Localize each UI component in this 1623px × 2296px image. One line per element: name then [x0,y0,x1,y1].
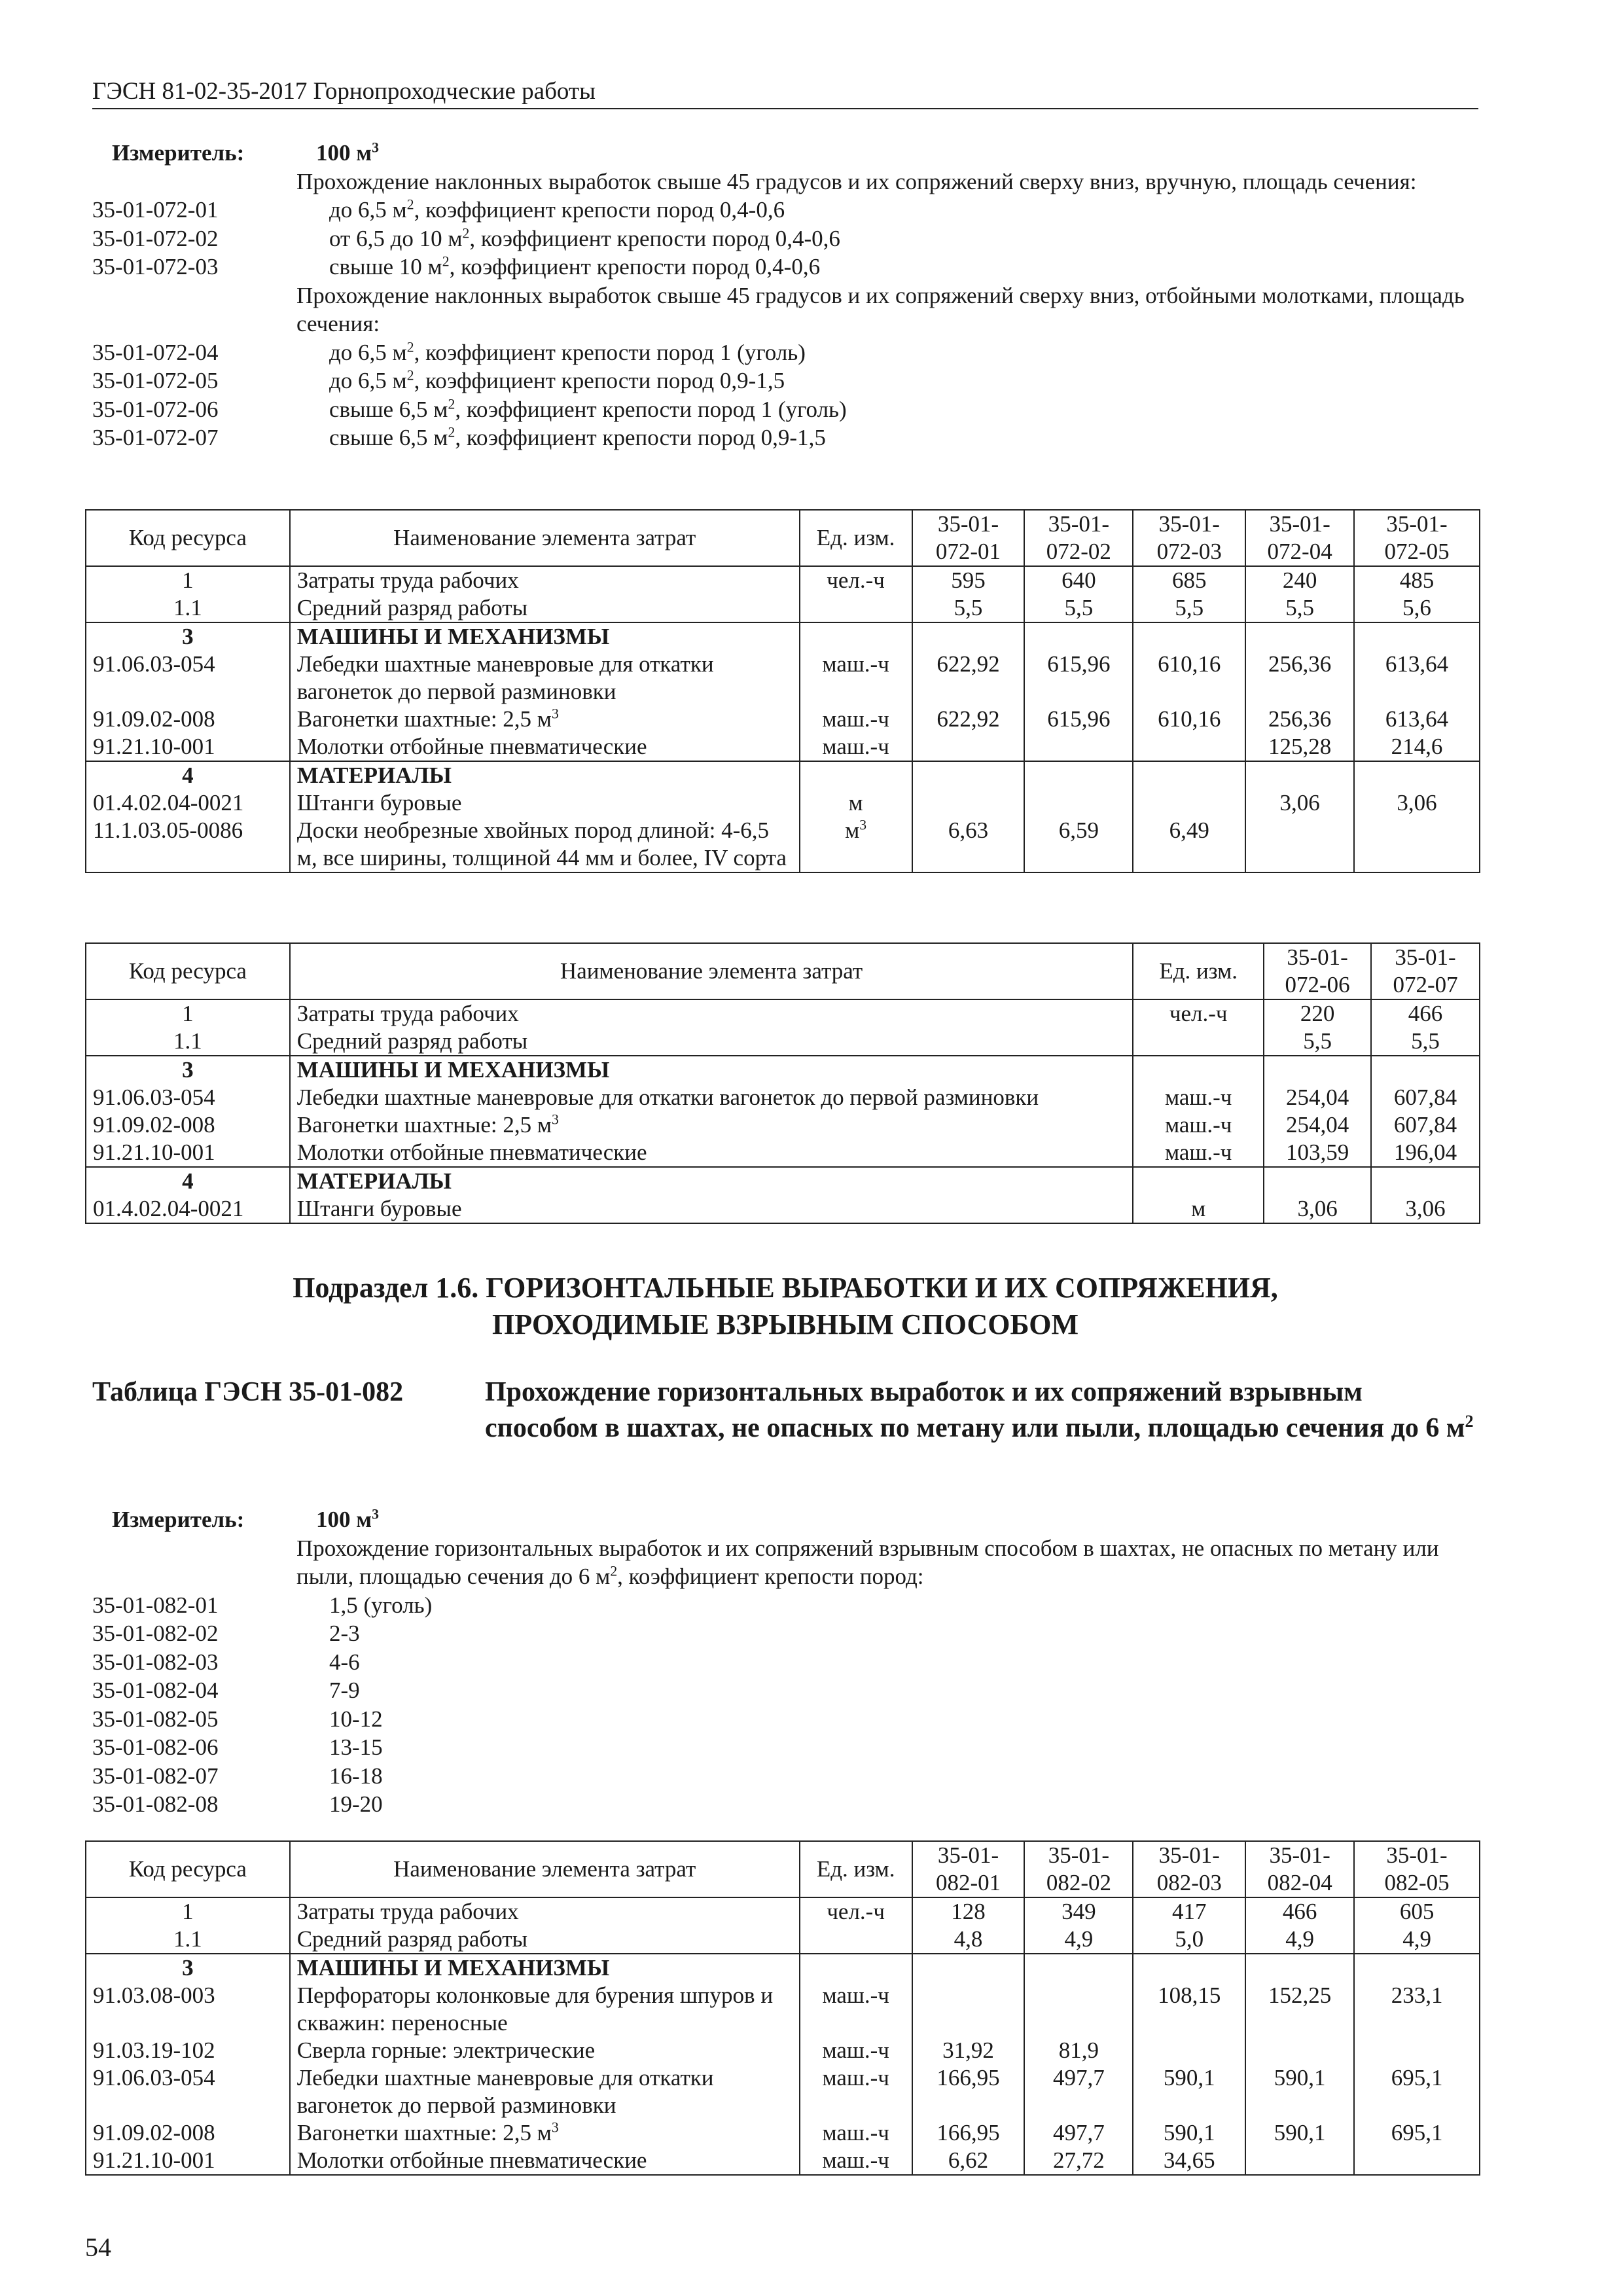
item-text: 19-20 [329,1791,383,1817]
table-cell: МАТЕРИАЛЫ [290,761,800,789]
item-text: 16-18 [329,1763,383,1789]
table-cell: Доски необрезные хвойных пород длиной: 4-6,5 м, все ширины, толщиной 44 мм и более, IV сорта [290,817,800,872]
table-row [86,999,1480,1028]
table-cell: 220 [1264,999,1371,1028]
table-cell: 615,96 [1024,706,1133,733]
col-header-name: Наименование элемента затрат [290,510,800,566]
col-header-name: Наименование элемента затрат [290,1841,800,1897]
table-cell: 417 [1133,1897,1245,1926]
table-cell [1133,761,1245,789]
table-cell: Лебедки шахтные маневровые для откатки вагонеток до первой разминовки [290,2064,800,2119]
table-row [86,706,1480,733]
table-cell: Вагонетки шахтные: 2,5 $м^3$ [290,706,800,733]
table-cell: Средний разряд работы [290,1926,800,1954]
table-cell: 3,06 [1264,1195,1371,1223]
table-cell [912,761,1025,789]
table-cell [800,1954,912,1982]
table-cell: Штанги буровые [290,789,800,817]
table-cell: 605 [1354,1897,1480,1926]
table-cell: 91.09.02-008 [86,706,290,733]
table-cell: 11.1.03.05-0086 [86,817,290,872]
col-header-norm: 35-01- 072-03 [1133,510,1245,566]
table-cell: 91.09.02-008 [86,2119,290,2147]
item-code: 35-01-082-07 [92,1763,219,1789]
item-code: 35-01-072-02 [92,225,219,251]
table-cell: Средний разряд работы [290,594,800,622]
table-cell: 610,16 [1133,706,1245,733]
table-cell: чел.-ч [800,566,912,594]
table-cell: Вагонетки шахтные: 2,5 $м^3$ [290,2119,800,2147]
item-code: 35-01-072-01 [92,197,219,223]
table-cell [1354,2037,1480,2064]
table-cell: 6,63 [912,817,1025,872]
table-cell: чел.-ч [800,1897,912,1926]
table-row [86,594,1480,622]
item-code: 35-01-072-07 [92,425,219,450]
item-text: свыше 6,5 $м^2$, коэффициент крепости пород 0,9-1,5 [329,424,826,450]
table-cell: 254,04 [1264,1084,1371,1111]
table-cell: 34,65 [1133,2147,1245,2175]
table-cell: 613,64 [1354,706,1480,733]
col-header-norm: 35-01- 072-01 [912,510,1025,566]
table-cell: Затраты труда рабочих [290,1897,800,1926]
col-header-norm: 35-01- 072-05 [1354,510,1480,566]
table-cell: 91.21.10-001 [86,1139,290,1167]
col-header-code: Код ресурса [86,943,290,999]
table-cell [1133,1167,1264,1195]
running-header: ГЭСН 81-02-35-2017 Горнопроходческие работы [92,77,1478,109]
col-header-norm: 35-01- 082-01 [912,1841,1025,1897]
item-text: до 6,5 $м^2$, коэффициент крепости пород 0,4-0,6 [329,196,785,223]
table-cell [800,1926,912,1954]
table-cell: Молотки отбойные пневматические [290,733,800,761]
table-cell [1133,622,1245,651]
table-cell: 6,62 [912,2147,1025,2175]
table-cell [1371,1056,1480,1084]
table-cell: м [1133,1195,1264,1223]
table-row [86,1139,1480,1167]
table-cell [1133,733,1245,761]
col-header-norm: 35-01- 082-04 [1245,1841,1354,1897]
table-cell: 622,92 [912,706,1025,733]
table-row [86,789,1480,817]
table-cell [912,1954,1025,1982]
table-cell: Молотки отбойные пневматические [290,2147,800,2175]
table-cell: 1 [86,999,290,1028]
table-cell: 103,59 [1264,1139,1371,1167]
table-cell [912,622,1025,651]
table-row [86,1897,1480,1926]
table-cell [1245,1954,1354,1982]
table-section-row [86,1056,1480,1084]
table-cell: 5,5 [1371,1028,1480,1056]
table-cell [1354,2147,1480,2175]
table-cell: 685 [1133,566,1245,594]
item-code: 35-01-082-04 [92,1677,219,1703]
item-text: 4-6 [329,1649,360,1675]
table-cell [1133,2037,1245,2064]
table-cell [1024,1954,1133,1982]
item-text: 7-9 [329,1677,360,1703]
table-cell [1354,761,1480,789]
measure-label: Измеритель: [112,1507,245,1532]
table-cell: Лебедки шахтные маневровые для откатки вагонеток до первой разминовки [290,651,800,706]
table-cell: 3,06 [1245,789,1354,817]
table-cell [1133,789,1245,817]
item-text: свыше 10 $м^2$, коэффициент крепости пород 0,4-0,6 [329,253,821,279]
table-cell: 1 [86,1897,290,1926]
table-cell: 5,5 [1024,594,1133,622]
table-cell: 125,28 [1245,733,1354,761]
table-cell: Сверла горные: электрические [290,2037,800,2064]
measure-block-072 [92,139,1478,452]
table-cell: 91.06.03-054 [86,2064,290,2119]
table-section-row [86,1954,1480,1982]
table-row [86,733,1480,761]
table-cell [1354,817,1480,872]
table-cell: 91.21.10-001 [86,2147,290,2175]
table-cell: 5,5 [1264,1028,1371,1056]
item-text: 10-12 [329,1706,383,1732]
intro-text: Прохождение наклонных выработок свыше 45 градусов и их сопряжений сверху вниз, вручную, площадь сечения: [296,168,1417,194]
table-cell [1245,2037,1354,2064]
table-cell: 610,16 [1133,651,1245,706]
table-cell: 590,1 [1133,2119,1245,2147]
table-cell: МАТЕРИАЛЫ [290,1167,1133,1195]
item-code: 35-01-072-06 [92,396,219,422]
table-cell: 1 [86,566,290,594]
resource-table-082-01-05 [85,1840,1480,2176]
table-cell [1024,761,1133,789]
table-cell: маш.-ч [1133,1139,1264,1167]
table-cell [912,1982,1025,2037]
table-cell: 31,92 [912,2037,1025,2064]
col-header-unit: Ед. изм. [1133,943,1264,999]
table-cell: 27,72 [1024,2147,1133,2175]
item-code: 35-01-072-05 [92,368,219,393]
table-cell: маш.-ч [800,2037,912,2064]
table-cell: 622,92 [912,651,1025,706]
table-cell: Средний разряд работы [290,1028,1133,1056]
table-cell: 196,04 [1371,1139,1480,1167]
measure-value: 100 $м^3$ [316,139,379,166]
table-section-row [86,761,1480,789]
section-heading: Подраздел 1.6. ГОРИЗОНТАЛЬНЫЕ ВЫРАБОТКИ И ИХ СОПРЯЖЕНИЯ, ПРОХОДИМЫЕ ВЗРЫВНЫМ СПОСОБОМ [293,1272,1278,1340]
table-cell: 6,59 [1024,817,1133,872]
table-cell: 91.06.03-054 [86,651,290,706]
table-cell: Вагонетки шахтные: 2,5 $м^3$ [290,1111,1133,1139]
table-cell [1245,761,1354,789]
table-section-row [86,622,1480,651]
intro-text: Прохождение горизонтальных выработок и их сопряжений взрывным способом в шахтах, не опасных по метану или пыли, площадью сечения до 6 $м^2$, коэффициент крепости пород: [296,1535,1439,1589]
table-cell: 233,1 [1354,1982,1480,2037]
resource-table-072-06-07 [85,942,1480,1224]
table-cell: 640 [1024,566,1133,594]
table-cell [1024,622,1133,651]
page-number: 54 [85,2233,111,2262]
table-cell: 607,84 [1371,1084,1480,1111]
table-cell: 4 [86,761,290,789]
col-header-code: Код ресурса [86,1841,290,1897]
table-cell: 1.1 [86,1028,290,1056]
table-cell: 3 [86,622,290,651]
table-row [86,1195,1480,1223]
table-cell: 3 [86,1954,290,1982]
table-cell: 91.21.10-001 [86,733,290,761]
table-cell: 4,9 [1024,1926,1133,1954]
table-cell: $м^3$ [800,817,912,872]
item-text: до 6,5 $м^2$, коэффициент крепости пород 0,9-1,5 [329,367,785,393]
table-cell [1133,1954,1245,1982]
col-header-norm: 35-01- 082-03 [1133,1841,1245,1897]
table-cell: 595 [912,566,1025,594]
table-cell: МАШИНЫ И МЕХАНИЗМЫ [290,1056,1133,1084]
table-cell: маш.-ч [800,706,912,733]
table-cell: 81,9 [1024,2037,1133,2064]
table-cell: чел.-ч [1133,999,1264,1028]
table-cell: 91.03.19-102 [86,2037,290,2064]
table-cell: 128 [912,1897,1025,1926]
table-row [86,2147,1480,2175]
table-cell: Лебедки шахтные маневровые для откатки вагонеток до первой разминовки [290,1084,1133,1111]
table-cell: Штанги буровые [290,1195,1133,1223]
table-cell: 6,49 [1133,817,1245,872]
table-cell: 108,15 [1133,1982,1245,2037]
table-cell: 4,9 [1354,1926,1480,1954]
table-cell: 4,8 [912,1926,1025,1954]
table-cell [1024,789,1133,817]
table-cell: маш.-ч [800,2147,912,2175]
intro-text: Прохождение наклонных выработок свыше 45 градусов и их сопряжений сверху вниз, отбойными молотками, площадь сечения: [296,282,1465,336]
item-text: до 6,5 $м^2$, коэффициент крепости пород 1 (уголь) [329,338,806,365]
table-cell [1245,622,1354,651]
table-cell: Затраты труда рабочих [290,999,1133,1028]
item-code: 35-01-072-04 [92,339,219,365]
table-cell [800,761,912,789]
table-cell [1245,2147,1354,2175]
table-cell [912,789,1025,817]
item-text: 1,5 (уголь) [329,1592,433,1618]
table-cell: МАШИНЫ И МЕХАНИЗМЫ [290,1954,800,1982]
item-text: 13-15 [329,1734,383,1760]
item-code: 35-01-082-08 [92,1791,219,1817]
table-cell: 5,5 [912,594,1025,622]
item-code: 35-01-082-03 [92,1649,219,1675]
table-cell: 5,5 [1133,594,1245,622]
table-cell: 497,7 [1024,2119,1133,2147]
col-header-norm: 35-01- 072-07 [1371,943,1480,999]
table-cell [1133,1028,1264,1056]
table-cell: 254,04 [1264,1111,1371,1139]
table-cell [1371,1167,1480,1195]
table-cell: маш.-ч [800,1982,912,2037]
table-cell: 240 [1245,566,1354,594]
table-cell: 695,1 [1354,2119,1480,2147]
col-header-norm: 35-01- 072-06 [1264,943,1371,999]
resource-table-072-01-05 [85,509,1480,873]
col-header-norm: 35-01- 082-05 [1354,1841,1480,1897]
table-cell: 166,95 [912,2119,1025,2147]
table-cell: 590,1 [1245,2119,1354,2147]
table-row [86,2119,1480,2147]
item-text: от 6,5 до 10 $м^2$, коэффициент крепости пород 0,4-0,6 [329,224,840,251]
table-cell: 695,1 [1354,2064,1480,2119]
table-cell [1354,1954,1480,1982]
table-cell [912,733,1025,761]
table-title: Таблица ГЭСН 35-01-082 Прохождение горизонтальных выработок и их сопряжений взрывным способом в шахтах, не опасных по метану или пыли, площадью сечения до 6 $м^2$ [92,1377,1474,1443]
table-cell: МАШИНЫ И МЕХАНИЗМЫ [290,622,800,651]
table-cell: 256,36 [1245,706,1354,733]
table-cell: 01.4.02.04-0021 [86,1195,290,1223]
table-row [86,1926,1480,1954]
table-row [86,1111,1480,1139]
item-code: 35-01-072-03 [92,254,219,279]
table-cell [1264,1056,1371,1084]
item-code: 35-01-082-06 [92,1734,219,1760]
item-code: 35-01-082-01 [92,1592,219,1618]
table-cell [1264,1167,1371,1195]
table-row [86,1982,1480,2037]
table-cell: 607,84 [1371,1111,1480,1139]
table-cell: 1.1 [86,1926,290,1954]
table-cell: 01.4.02.04-0021 [86,789,290,817]
table-section-row [86,1167,1480,1195]
col-header-name: Наименование элемента затрат [290,943,1133,999]
table-cell [1245,817,1354,872]
col-header-unit: Ед. изм. [800,510,912,566]
table-row [86,1028,1480,1056]
table-cell: 4 [86,1167,290,1195]
table-row [86,566,1480,594]
table-cell: 256,36 [1245,651,1354,706]
table-cell [1354,622,1480,651]
measure-label: Измеритель: [112,140,245,166]
table-cell: 466 [1245,1897,1354,1926]
table-cell: 152,25 [1245,1982,1354,2037]
table-cell: 5,6 [1354,594,1480,622]
table-cell: 214,6 [1354,733,1480,761]
table-cell: 615,96 [1024,651,1133,706]
table-cell: 91.09.02-008 [86,1111,290,1139]
table-cell: 3,06 [1354,789,1480,817]
measure-block-082 [92,1505,1478,1819]
table-cell: 590,1 [1245,2064,1354,2119]
table-cell: 485 [1354,566,1480,594]
col-header-code: Код ресурса [86,510,290,566]
table-cell: 497,7 [1024,2064,1133,2119]
table-cell: Перфораторы колонковые для бурения шпуров и скважин: переносные [290,1982,800,2037]
table-cell: 166,95 [912,2064,1025,2119]
item-text: свыше 6,5 $м^2$, коэффициент крепости пород 1 (уголь) [329,395,847,422]
table-cell: маш.-ч [800,2119,912,2147]
table-row [86,817,1480,872]
table-cell: 91.06.03-054 [86,1084,290,1111]
table-cell: маш.-ч [1133,1084,1264,1111]
table-cell [1024,1982,1133,2037]
table-cell: Затраты труда рабочих [290,566,800,594]
table-cell: 466 [1371,999,1480,1028]
table-row [86,651,1480,706]
table-cell: м [800,789,912,817]
table-cell: маш.-ч [800,651,912,706]
measure-value: 100 $м^3$ [316,1506,379,1532]
table-cell: 4,9 [1245,1926,1354,1954]
table-cell: 5,0 [1133,1926,1245,1954]
table-cell: 3,06 [1371,1195,1480,1223]
col-header-unit: Ед. изм. [800,1841,912,1897]
col-header-norm: 35-01- 072-02 [1024,510,1133,566]
item-code: 35-01-082-02 [92,1621,219,1646]
table-cell: 1.1 [86,594,290,622]
table-cell: маш.-ч [800,2064,912,2119]
table-cell: Молотки отбойные пневматические [290,1139,1133,1167]
table-cell: 613,64 [1354,651,1480,706]
table-row [86,1084,1480,1111]
table-cell: 3 [86,1056,290,1084]
table-cell: 590,1 [1133,2064,1245,2119]
item-code: 35-01-082-05 [92,1706,219,1732]
table-cell: маш.-ч [800,733,912,761]
table-cell: 349 [1024,1897,1133,1926]
table-cell: 5,5 [1245,594,1354,622]
item-text: 2-3 [329,1621,360,1646]
table-cell: 91.03.08-003 [86,1982,290,2037]
table-cell [800,594,912,622]
table-cell [1133,1056,1264,1084]
table-cell [800,622,912,651]
col-header-norm: 35-01- 072-04 [1245,510,1354,566]
table-cell [1024,733,1133,761]
table-row [86,2064,1480,2119]
table-cell: маш.-ч [1133,1111,1264,1139]
table-row [86,2037,1480,2064]
col-header-norm: 35-01- 082-02 [1024,1841,1133,1897]
